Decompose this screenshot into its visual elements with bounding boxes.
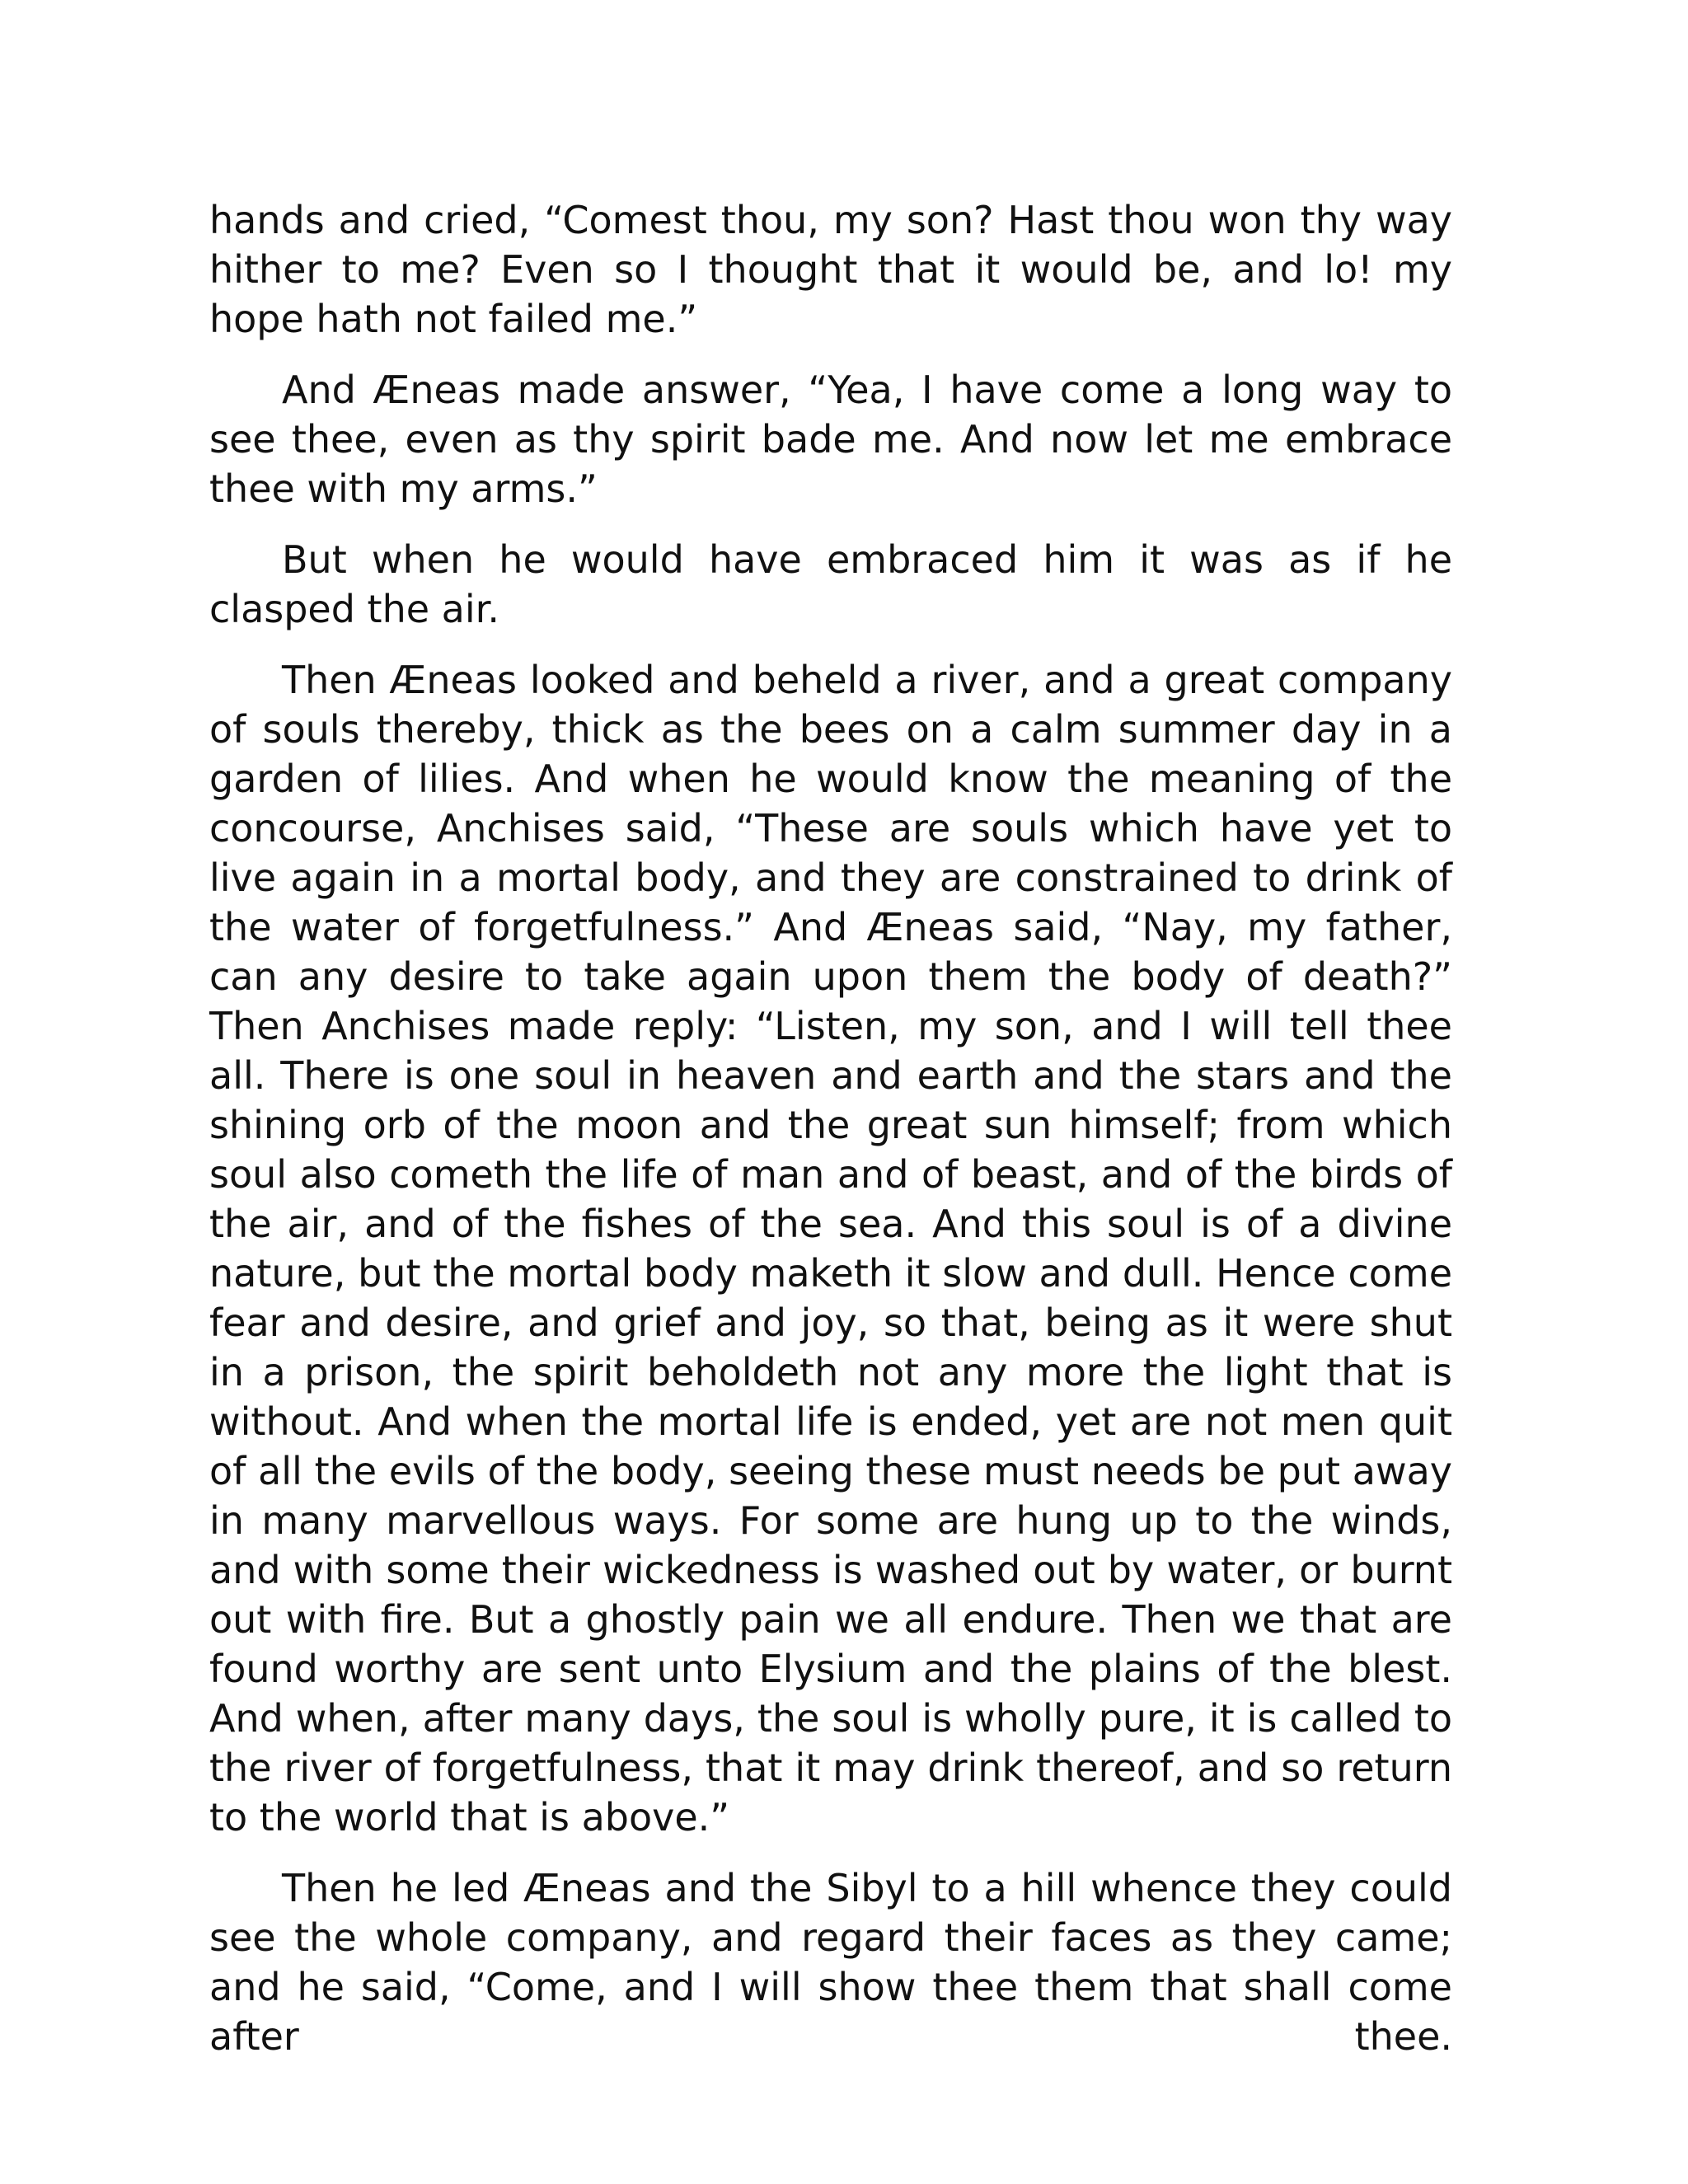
paragraph-1: hands and cried, “Comest thou, my son? Hast thou won thy way hither to me? Even so I thought that it would be, and lo! my hope hath not failed me.”	[209, 198, 1452, 341]
body-text	[209, 195, 1452, 2061]
paragraph-3: But when he would have embraced him it was as if he clasped the air.	[209, 537, 1452, 631]
paragraph-2: And Æneas made answer, “Yea, I have come a long way to see thee, even as thy spirit bade me. And now let me embrace thee with my arms.”	[209, 368, 1452, 511]
paragraph-4: Then Æneas looked and beheld a river, and a great company of souls thereby, thick as the bees on a calm summer day in a garden of lilies. And when he would know the meaning of the concourse, Anchises said, “These are souls which have yet to live again in a mortal body, and they are constrained to drink of the water of forgetfulness.” And Æneas said, “Nay, my father, can any desire to take again upon them the body of death?” Then Anchises made reply: “Listen, my son, and I will tell thee all. There is one soul in heaven and earth and the stars and the shining orb of the moon and the great sun himself; from which soul also cometh the life of man and of beast, and of the birds of the air, and of the fishes of the sea. And this soul is of a divine nature, but the mortal body maketh it slow and dull. Hence come fear and desire, and grief and joy, so that, being as it were shut in a prison, the spirit beholdeth not any more the light that is without. And when the mortal life is ended, yet are not men quit of all the evils of the body, seeing these must needs be put away in many marvellous ways. For some are hung up to the winds, and with some their wickedness is washed out by water, or burnt out with fire. But a ghostly pain we all endure. Then we that are found worthy are sent unto Elysium and the plains of the blest. And when, after many days, the soul is wholly pure, it is called to the river of forgetfulness, that it may drink thereof, and so return to the world that is above.”	[209, 658, 1452, 1840]
paragraph-5: Then he led Æneas and the Sibyl to a hill whence they could see the whole company, and regard their faces as they came; and he said, “Come, and I will show thee them that shall come after thee.	[209, 1866, 1452, 2059]
